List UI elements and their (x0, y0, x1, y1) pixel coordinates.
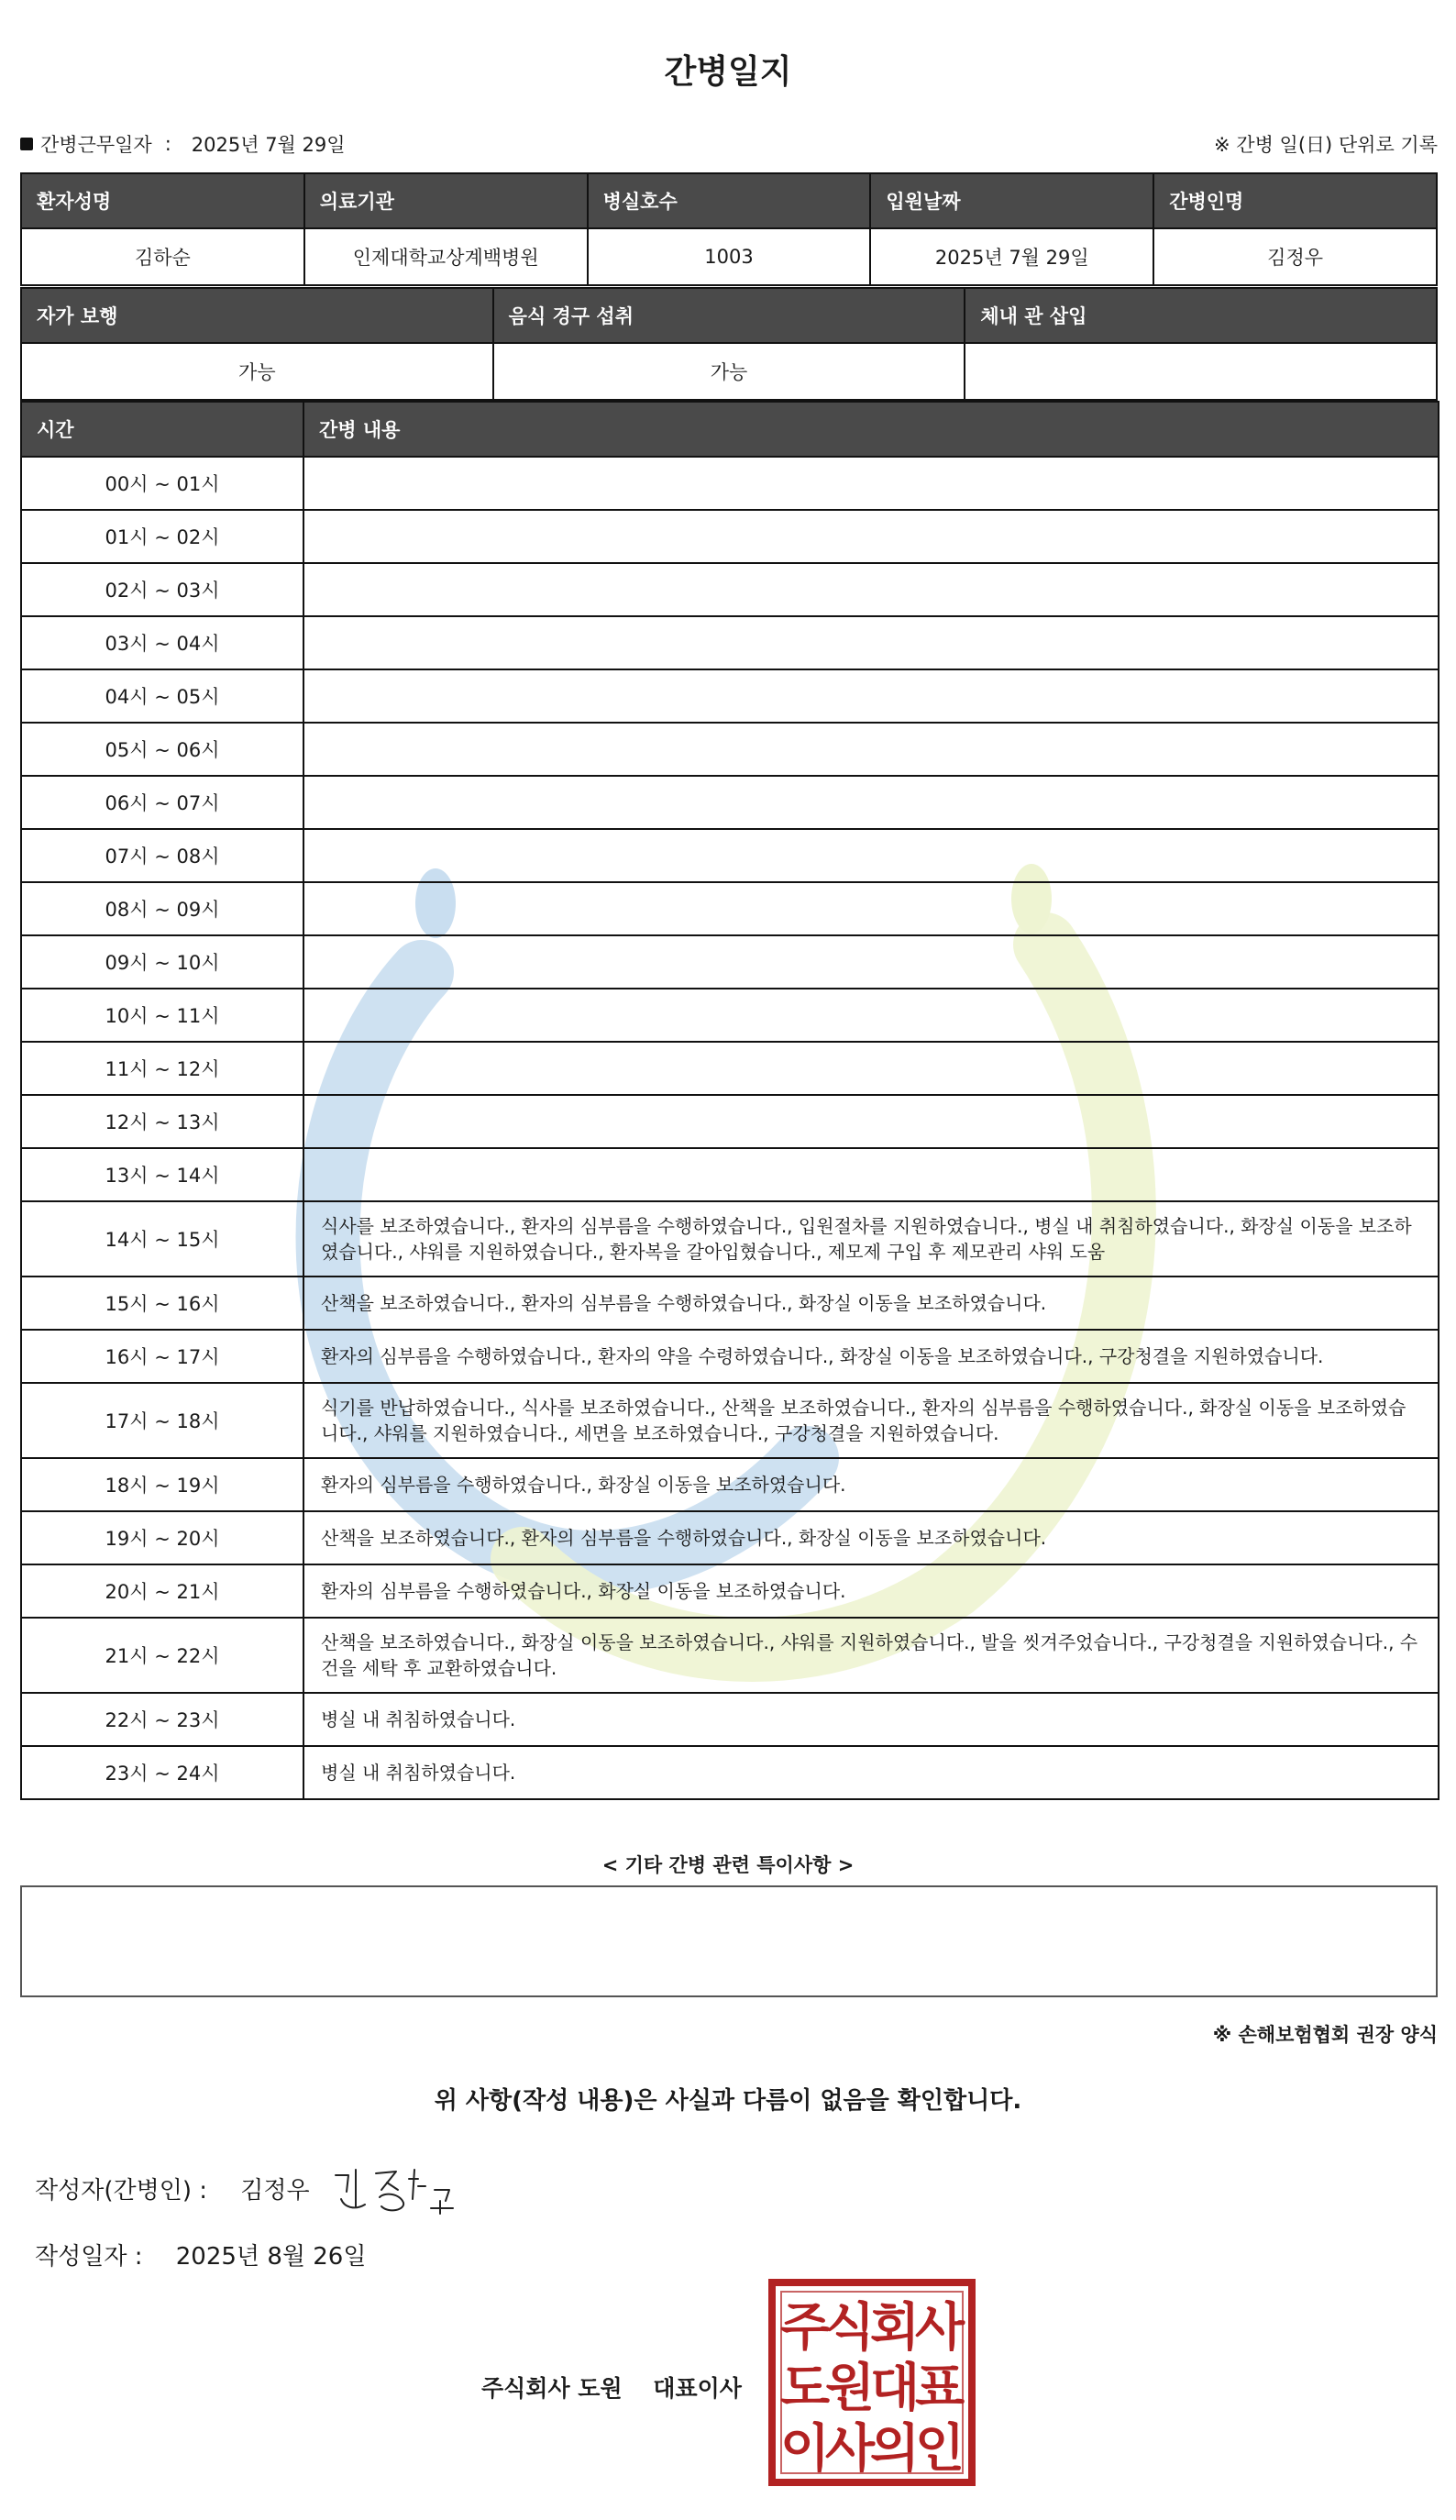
log-row (21, 669, 1439, 723)
seal-character: 식 (824, 2298, 876, 2358)
log-content-cell: 병실 내 취침하였습니다. (303, 1746, 1439, 1799)
confirmation-statement: 위 사항(작성 내용)은 사실과 다름이 없음을 확인합니다. (434, 2087, 1022, 2115)
log-content-cell (303, 457, 1439, 510)
seal-character: 도 (779, 2359, 831, 2418)
bullet-square-icon (20, 138, 33, 150)
seal-character: 사 (824, 2419, 876, 2479)
header-admission-date: 입원날짜 (870, 173, 1153, 228)
log-row (21, 1383, 1439, 1458)
log-row (21, 1148, 1439, 1201)
handwritten-signature (328, 2162, 466, 2217)
log-time-cell: 16시 ~ 17시 (21, 1330, 303, 1383)
log-time-cell: 22시 ~ 23시 (21, 1693, 303, 1746)
log-time-cell: 17시 ~ 18시 (21, 1383, 303, 1458)
header-self-walking: 자가 보행 (21, 288, 493, 343)
log-content-cell: 병실 내 취침하였습니다. (303, 1693, 1439, 1746)
log-row (21, 563, 1439, 616)
written-date-value: 2025년 8월 26일 (175, 2243, 367, 2271)
log-time-cell: 18시 ~ 19시 (21, 1458, 303, 1511)
log-row (21, 1458, 1439, 1511)
document-title: 간병일지 (664, 53, 792, 91)
log-time-cell: 11시 ~ 12시 (21, 1042, 303, 1095)
seal-character: 표 (914, 2359, 965, 2418)
hospital-name: 인제대학교상계백병원 (304, 228, 588, 285)
log-time-cell: 10시 ~ 11시 (21, 989, 303, 1042)
log-row (21, 1618, 1439, 1693)
log-content-cell (303, 935, 1439, 989)
log-time-cell: 03시 ~ 04시 (21, 616, 303, 669)
tube-insertion-value (965, 343, 1437, 400)
seal-character: 사 (914, 2298, 965, 2358)
log-content-cell (303, 563, 1439, 616)
written-date-label: 작성일자 : (35, 2243, 143, 2271)
company-representative: 주식회사 도원 대표이사 (481, 2375, 742, 2402)
writer-name: 김정우 (240, 2177, 310, 2205)
log-row (21, 1201, 1439, 1277)
room-number: 1003 (588, 228, 871, 285)
log-content-cell: 식사를 보조하였습니다., 환자의 심부름을 수행하였습니다., 입원절차를 지원하였습니다., 병실 내 취침하였습니다., 화장실 이동을 보조하였습니다., 샤워를 지원하였습니다., 환자복을 갈아입혔습니다., 제모제 구입 후 제모관리 샤워 도움 (303, 1201, 1439, 1277)
meta-row (20, 130, 1438, 161)
log-content-cell (303, 1042, 1439, 1095)
log-time-cell: 23시 ~ 24시 (21, 1746, 303, 1799)
log-row (21, 616, 1439, 669)
log-content-cell: 환자의 심부름을 수행하였습니다., 환자의 약을 수령하였습니다., 화장실 이동을 보조하였습니다., 구강청결을 지원하였습니다. (303, 1330, 1439, 1383)
writer-line (35, 2172, 310, 2205)
header-caregiver: 간병인명 (1153, 173, 1437, 228)
admission-date: 2025년 7월 29일 (870, 228, 1153, 285)
log-time-cell: 19시 ~ 20시 (21, 1511, 303, 1564)
header-room: 병실호수 (588, 173, 871, 228)
log-row (21, 1277, 1439, 1330)
log-row (21, 723, 1439, 776)
caregiver-name: 김정우 (1153, 228, 1437, 285)
log-row (21, 935, 1439, 989)
log-content-cell: 환자의 심부름을 수행하였습니다., 화장실 이동을 보조하였습니다. (303, 1458, 1439, 1511)
log-time-cell: 15시 ~ 16시 (21, 1277, 303, 1330)
log-content-cell (303, 989, 1439, 1042)
log-time-cell: 12시 ~ 13시 (21, 1095, 303, 1148)
log-time-cell: 07시 ~ 08시 (21, 829, 303, 882)
log-time-cell: 14시 ~ 15시 (21, 1201, 303, 1277)
work-date-separator: : (164, 133, 171, 155)
log-time-cell: 09시 ~ 10시 (21, 935, 303, 989)
log-time-cell: 02시 ~ 03시 (21, 563, 303, 616)
seal-character: 이 (779, 2419, 831, 2479)
work-date-value: 2025년 7월 29일 (191, 134, 346, 156)
log-row (21, 776, 1439, 829)
patient-ability-table (20, 287, 1438, 401)
writer-label: 작성자(간병인) : (35, 2177, 208, 2205)
log-content-cell (303, 510, 1439, 563)
header-oral-intake: 음식 경구 섭취 (493, 288, 965, 343)
seal-character: 원 (824, 2359, 876, 2418)
log-time-cell: 21시 ~ 22시 (21, 1618, 303, 1693)
care-log-table (20, 401, 1439, 1800)
log-row (21, 1511, 1439, 1564)
log-time-cell: 04시 ~ 05시 (21, 669, 303, 723)
log-content-cell (303, 723, 1439, 776)
company-seal-stamp (768, 2279, 976, 2486)
log-row (21, 1564, 1439, 1618)
header-time: 시간 (21, 402, 303, 457)
header-tube-insertion: 체내 관 삽입 (965, 288, 1437, 343)
log-row (21, 1330, 1439, 1383)
log-content-cell: 식기를 반납하였습니다., 식사를 보조하였습니다., 산책을 보조하였습니다., 환자의 심부름을 수행하였습니다., 화장실 이동을 보조하였습니다., 샤워를 지원하였습니다., 세면을 보조하였습니다., 구강청결을 지원하였습니다. (303, 1383, 1439, 1458)
log-row (21, 989, 1439, 1042)
self-walking-value: 가능 (21, 343, 493, 400)
log-content-cell: 환자의 심부름을 수행하였습니다., 화장실 이동을 보조하였습니다. (303, 1564, 1439, 1618)
work-date-label: 간병근무일자 (40, 134, 152, 156)
log-content-cell (303, 882, 1439, 935)
log-content-cell: 산책을 보조하였습니다., 화장실 이동을 보조하였습니다., 샤워를 지원하였습니다., 발을 씻겨주었습니다., 구강청결을 지원하였습니다., 수건을 세탁 후 교환하였습니다. (303, 1618, 1439, 1693)
oral-intake-value: 가능 (493, 343, 965, 400)
log-row (21, 510, 1439, 563)
log-row (21, 1095, 1439, 1148)
record-note: ※ 간병 일(日) 단위로 기록 (1214, 134, 1438, 156)
written-date-line (35, 2238, 366, 2271)
log-content-cell (303, 1148, 1439, 1201)
patient-info-table (20, 172, 1438, 286)
header-patient-name: 환자성명 (21, 173, 304, 228)
log-time-cell: 00시 ~ 01시 (21, 457, 303, 510)
log-content-cell (303, 776, 1439, 829)
remarks-title: < 기타 간병 관련 특이사항 > (601, 1854, 855, 1876)
form-source-note: ※ 손해보험협회 권장 양식 (1212, 2024, 1438, 2046)
log-time-cell: 01시 ~ 02시 (21, 510, 303, 563)
patient-name: 김하순 (21, 228, 304, 285)
log-row (21, 457, 1439, 510)
log-time-cell: 08시 ~ 09시 (21, 882, 303, 935)
log-time-cell: 13시 ~ 14시 (21, 1148, 303, 1201)
log-row (21, 1746, 1439, 1799)
log-content-cell: 산책을 보조하였습니다., 환자의 심부름을 수행하였습니다., 화장실 이동을 보조하였습니다. (303, 1277, 1439, 1330)
log-time-cell: 05시 ~ 06시 (21, 723, 303, 776)
log-content-cell: 산책을 보조하였습니다., 환자의 심부름을 수행하였습니다., 화장실 이동을 보조하였습니다. (303, 1511, 1439, 1564)
seal-character: 인 (914, 2419, 965, 2479)
log-time-cell: 06시 ~ 07시 (21, 776, 303, 829)
log-row (21, 1042, 1439, 1095)
header-hospital: 의료기관 (304, 173, 588, 228)
log-content-cell (303, 829, 1439, 882)
log-row (21, 829, 1439, 882)
log-content-cell (303, 669, 1439, 723)
log-row (21, 882, 1439, 935)
log-content-cell (303, 1095, 1439, 1148)
seal-character: 의 (869, 2419, 921, 2479)
seal-character: 대 (869, 2359, 921, 2418)
seal-character: 주 (779, 2298, 831, 2358)
log-row (21, 1693, 1439, 1746)
log-content-cell (303, 616, 1439, 669)
seal-character: 회 (869, 2298, 921, 2358)
remarks-box (20, 1885, 1438, 1997)
header-care-content: 간병 내용 (303, 402, 1439, 457)
log-time-cell: 20시 ~ 21시 (21, 1564, 303, 1618)
